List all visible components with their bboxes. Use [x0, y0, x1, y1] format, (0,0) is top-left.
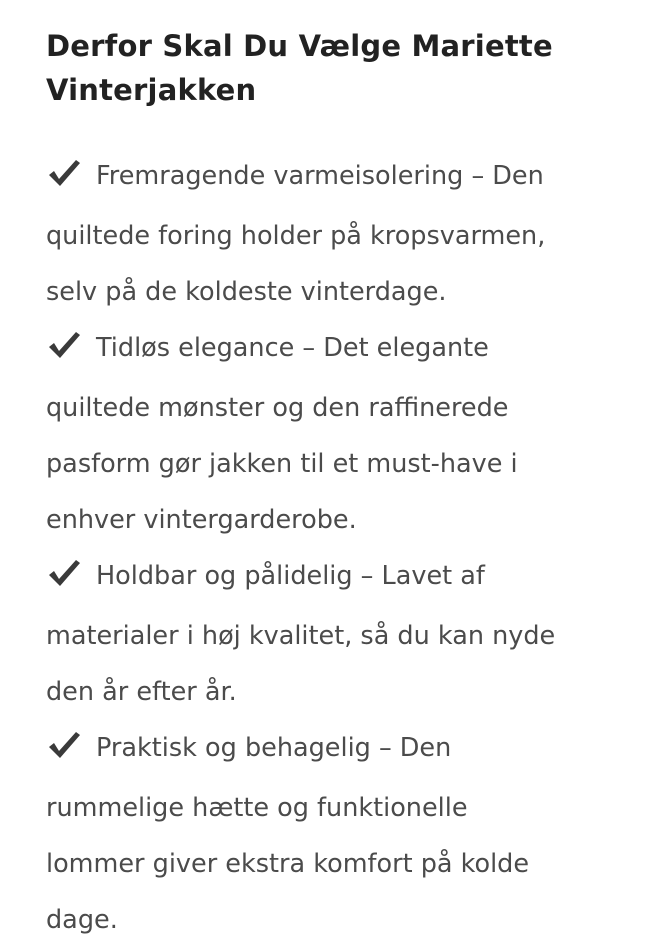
benefit-text: pasform gør jakken til et must-have i [46, 449, 518, 479]
benefit-line [46, 780, 668, 836]
benefit-item [46, 148, 668, 320]
benefit-text: rummelige hætte og funktionelle [46, 793, 468, 823]
page-title [46, 24, 668, 112]
benefit-line [46, 148, 668, 208]
benefit-line [46, 548, 668, 608]
benefit-text: Holdbar og pålidelig – Lavet af [96, 561, 485, 591]
benefit-item [46, 720, 668, 948]
benefit-line [46, 320, 668, 380]
benefit-text: Fremragende varmeisolering – Den [96, 161, 544, 191]
checkmark-icon [46, 324, 86, 380]
benefit-text: lommer giver ekstra komfort på kolde [46, 849, 530, 879]
benefit-line [46, 892, 668, 948]
benefit-line [46, 836, 668, 892]
benefit-text: quiltede foring holder på kropsvarmen, [46, 221, 546, 251]
benefit-line [46, 208, 668, 264]
benefit-line [46, 664, 668, 720]
benefit-text: Tidløs elegance – Det elegante [96, 333, 489, 363]
benefit-line [46, 380, 668, 436]
benefit-text: dage. [46, 905, 118, 935]
benefit-item [46, 320, 668, 548]
benefit-text: materialer i høj kvalitet, så du kan nyde [46, 621, 556, 651]
benefit-line [46, 608, 668, 664]
benefit-line [46, 436, 668, 492]
benefit-line [46, 264, 668, 320]
benefit-text: selv på de koldeste vinterdage. [46, 277, 447, 307]
benefit-text: enhver vintergarderobe. [46, 505, 357, 535]
benefit-item [46, 548, 668, 720]
benefit-line [46, 492, 668, 548]
checkmark-icon [46, 552, 86, 608]
benefit-line [46, 720, 668, 780]
benefit-text: Praktisk og behagelig – Den [96, 733, 452, 763]
checkmark-icon [46, 724, 86, 780]
checkmark-icon [46, 152, 86, 208]
title-line: Derfor Skal Du Vælge Mariette [46, 29, 553, 63]
benefit-list [46, 148, 668, 948]
title-line: Vinterjakken [46, 73, 257, 107]
benefit-text: quiltede mønster og den raffinerede [46, 393, 509, 423]
benefit-text: den år efter år. [46, 677, 237, 707]
